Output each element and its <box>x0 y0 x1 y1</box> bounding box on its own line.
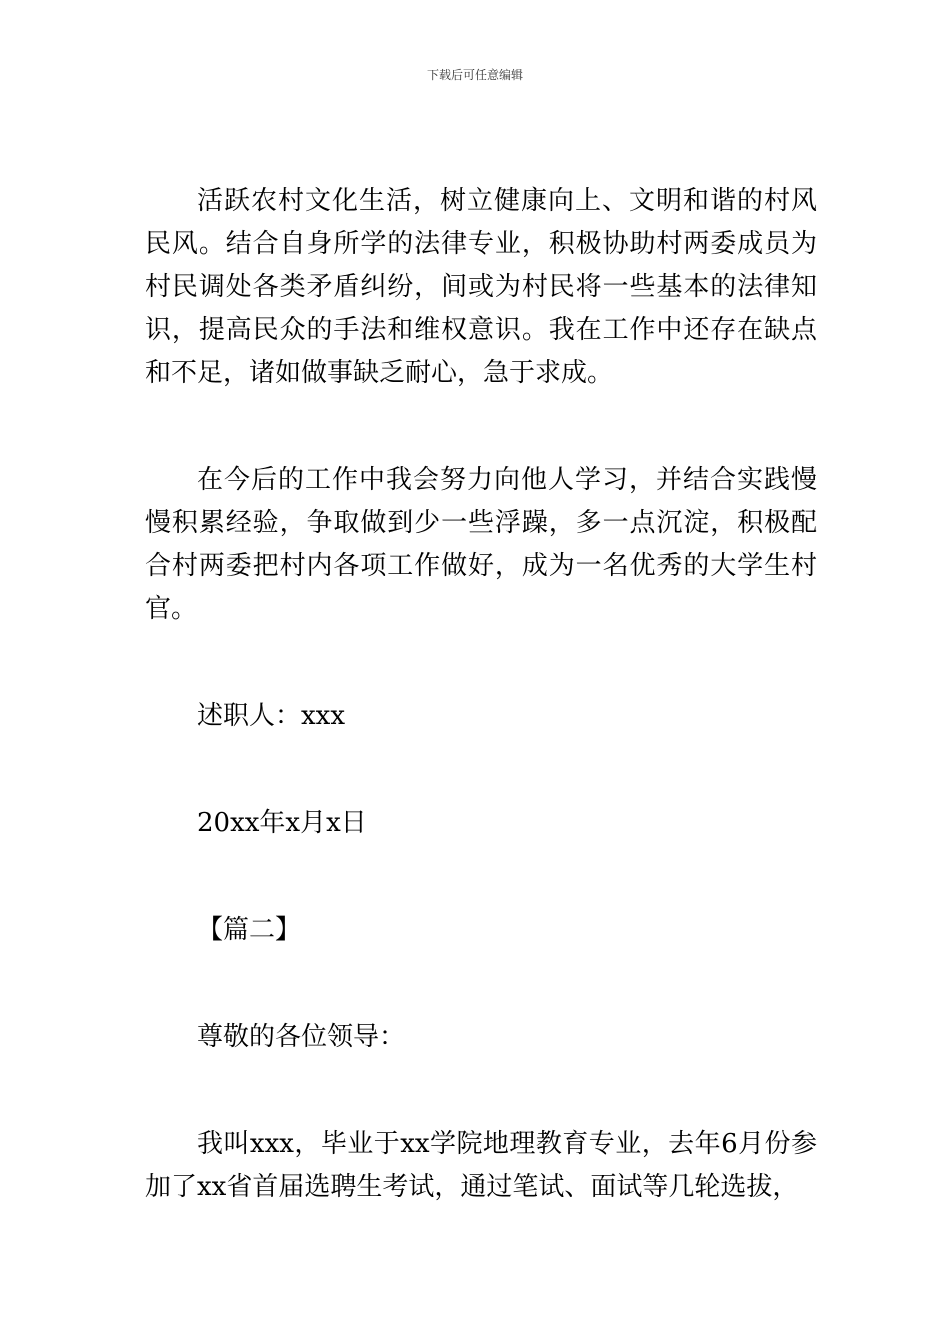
document-body <box>145 180 817 1209</box>
paragraph-work-summary: 活跃农村文化生活，树立健康向上、文明和谐的村风民风。结合自身所学的法律专业，积极协助村两委成员为村民调处各类矛盾纠纷，间或为村民将一些基本的法律知识，提高民众的手法和维权意识。我在工作中还存在缺点和不足，诸如做事缺乏耐心，急于求成。 <box>145 186 817 388</box>
page-header-note: 下载后可任意编辑 <box>426 68 523 82</box>
section-heading-part-two: 【篇二】 <box>197 915 302 945</box>
signature-date: 20xx年x月x日 <box>197 808 367 838</box>
paragraph-introduction: 我叫xxx，毕业于xx学院地理教育专业，去年6月份参加了xx省首届选聘生考试，通过笔试、面试等几轮选拔， <box>145 1129 817 1202</box>
signature-reporter: 述职人：xxx <box>197 701 345 731</box>
salutation: 尊敬的各位领导： <box>197 1022 406 1052</box>
paragraph-future-plan: 在今后的工作中我会努力向他人学习，并结合实践慢慢积累经验，争取做到少一些浮躁，多一点沉淀，积极配合村两委把村内各项工作做好，成为一名优秀的大学生村官。 <box>145 465 817 624</box>
